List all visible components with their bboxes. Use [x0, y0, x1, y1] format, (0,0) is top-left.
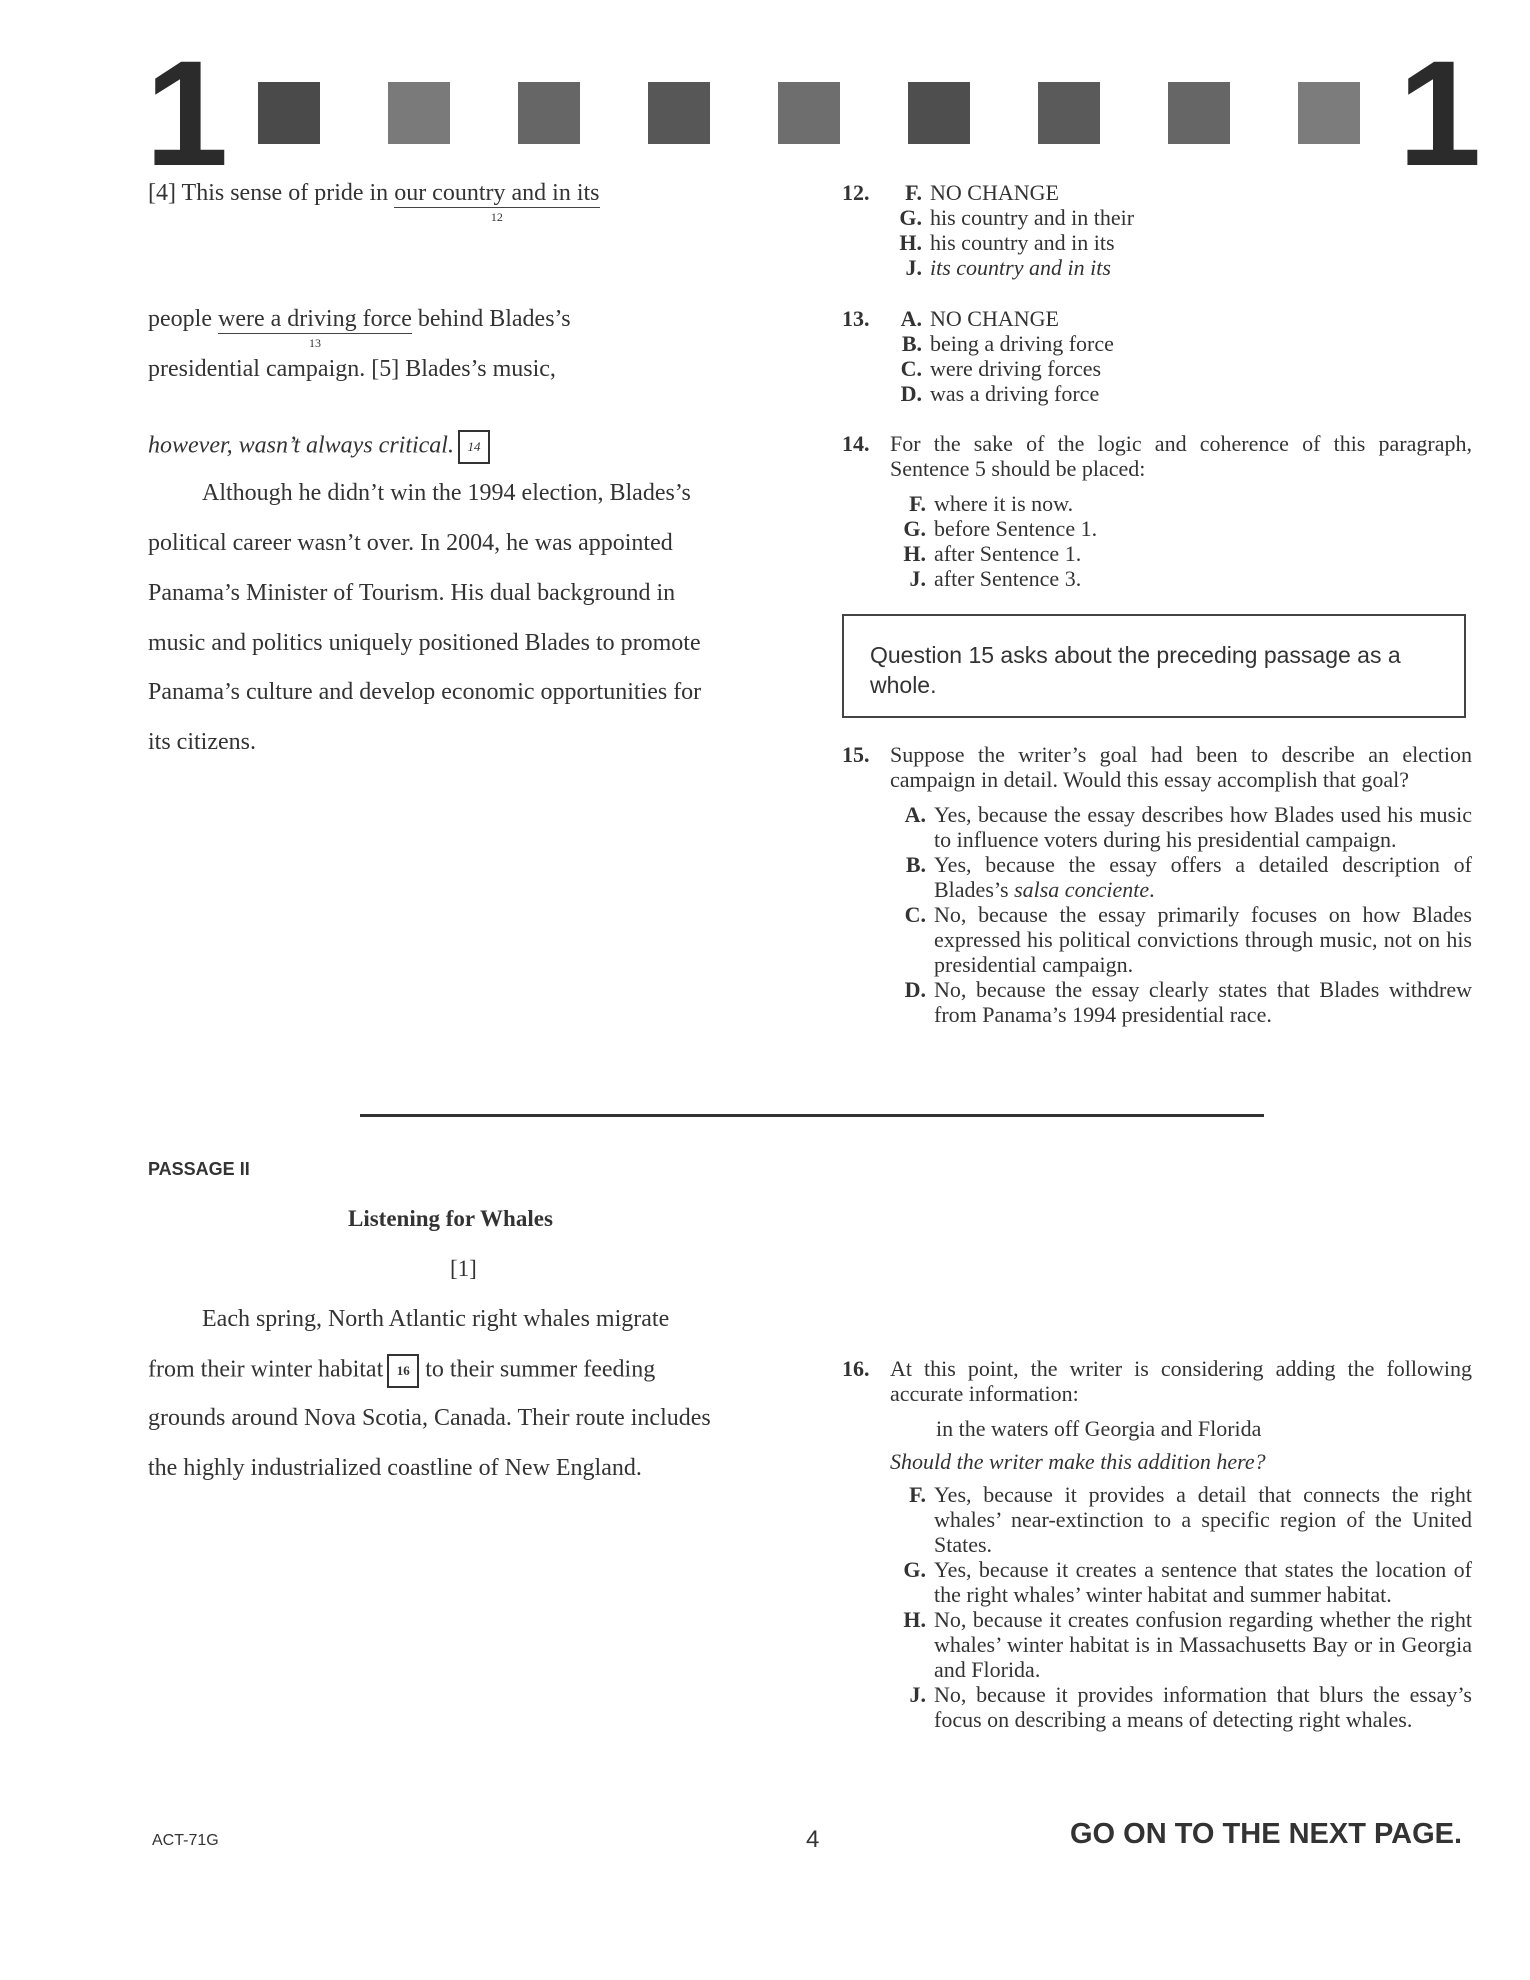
question-15	[842, 742, 1472, 1027]
option-letter: C.	[900, 356, 922, 381]
test-code: ACT-71G	[152, 1832, 219, 1849]
passage-text: to their summer feeding	[419, 1356, 656, 1383]
answer-option[interactable]	[890, 516, 1472, 541]
passage-line: Panama’s Minister of Tourism. His dual background in	[148, 580, 676, 606]
paragraph-number: [1]	[450, 1256, 477, 1281]
option-text: its country and in its	[930, 255, 1111, 280]
passage-text: [4] This sense of pride in	[148, 180, 395, 206]
option-text: being a driving force	[930, 331, 1114, 356]
passage-line: grounds around Nova Scotia, Canada. Their route includes	[148, 1405, 711, 1431]
answer-option[interactable]	[886, 331, 1462, 356]
next-page-instruction: GO ON TO THE NEXT PAGE.	[1070, 1818, 1463, 1850]
passage-text: from their winter habitat	[148, 1356, 384, 1383]
header-square	[648, 82, 710, 144]
option-text: where it is now.	[934, 491, 1074, 516]
option-text: Yes, because the essay offers a detailed description of Blades’s	[934, 852, 1472, 902]
answer-option[interactable]	[890, 1607, 1472, 1682]
option-text: after Sentence 1.	[934, 541, 1082, 566]
option-text: were driving forces	[930, 356, 1102, 381]
option-text: was a driving force	[930, 381, 1100, 406]
option-letter: H.	[899, 230, 922, 255]
passage-text: however, wasn’t always critical.	[148, 432, 454, 459]
passage-line: presidential campaign. [5] Blades’s music,	[148, 356, 556, 382]
answer-option[interactable]	[890, 802, 1472, 852]
option-letter: C.	[904, 902, 926, 927]
question-number: 14.	[842, 431, 870, 456]
proposed-insertion: in the waters off Georgia and Florida	[936, 1416, 1262, 1441]
answer-option[interactable]	[886, 306, 1462, 331]
answer-option[interactable]	[890, 902, 1472, 977]
option-text: his country and in their	[930, 205, 1135, 230]
option-text: No, because it creates confusion regarding whether the right whales’ winter habitat is in Massachusetts Bay or in Georgia and Florida.	[934, 1607, 1472, 1682]
question-ref-number: 12	[490, 210, 503, 224]
option-text: No, because it provides information that blurs the essay’s focus on describing a means of detecting right whales.	[934, 1682, 1472, 1732]
option-text: Yes, because it provides a detail that connects the right whales’ near-extinction to a specific region of the United States.	[934, 1482, 1472, 1557]
question-ask: Should the writer make this addition here?	[890, 1449, 1266, 1474]
option-letter: J.	[909, 566, 926, 591]
option-letter: D.	[904, 977, 926, 1002]
option-letter: G.	[903, 1557, 926, 1582]
notice-box: Question 15 asks about the preceding passage as a whole.	[842, 614, 1466, 718]
question-number: 15.	[842, 742, 870, 767]
passage-text: behind Blades’s	[411, 306, 571, 332]
question-box-16: 16	[387, 1354, 419, 1388]
option-text: NO CHANGE	[930, 180, 1059, 205]
answer-option[interactable]	[886, 356, 1462, 381]
option-letter: F.	[905, 180, 922, 205]
answer-option[interactable]	[890, 1482, 1472, 1557]
header-square	[778, 82, 840, 144]
answer-option[interactable]	[886, 381, 1462, 406]
passage-title: Listening for Whales	[348, 1206, 553, 1231]
option-text-emphasis: salsa conciente	[1014, 877, 1150, 902]
option-letter: A.	[904, 802, 926, 827]
passage-line: music and politics uniquely positioned Blades to promote	[148, 630, 701, 656]
header-square	[1168, 82, 1230, 144]
header-square	[1038, 82, 1100, 144]
underlined-text: were a driving force	[217, 306, 412, 332]
option-letter: G.	[903, 516, 926, 541]
option-text: after Sentence 3.	[934, 566, 1082, 591]
option-text: NO CHANGE	[930, 306, 1059, 331]
answer-option[interactable]	[886, 180, 1462, 205]
option-letter: A.	[900, 306, 922, 331]
question-12	[842, 180, 1462, 280]
option-letter: H.	[903, 1607, 926, 1632]
passage-divider	[360, 1114, 1264, 1117]
answer-option[interactable]	[890, 1682, 1472, 1732]
option-letter: H.	[903, 541, 926, 566]
option-letter: G.	[899, 205, 922, 230]
option-letter: D.	[900, 381, 922, 406]
answer-option[interactable]	[886, 255, 1462, 280]
option-text: No, because the essay clearly states that Blades withdrew from Panama’s 1994 presidential race.	[934, 977, 1472, 1027]
passage-line: political career wasn’t over. In 2004, he was appointed	[148, 530, 673, 556]
option-text: his country and in its	[930, 230, 1115, 255]
passage-text: people	[148, 306, 218, 332]
question-stem: For the sake of the logic and coherence of this paragraph, Sentence 5 should be placed:	[890, 431, 1472, 481]
header-square	[908, 82, 970, 144]
option-letter: F.	[909, 1482, 926, 1507]
header-square	[258, 82, 320, 144]
passage-line: Although he didn’t win the 1994 election, Blades’s	[202, 480, 691, 506]
passage-line	[148, 306, 571, 350]
passage-line: the highly industrialized coastline of New England.	[148, 1455, 642, 1481]
passage-line: Each spring, North Atlantic right whales migrate	[202, 1306, 670, 1332]
passage-line: its citizens.	[148, 729, 256, 755]
option-letter: F.	[909, 491, 926, 516]
option-letter: J.	[909, 1682, 926, 1707]
answer-option[interactable]	[890, 566, 1472, 591]
passage-label: PASSAGE II	[148, 1159, 250, 1179]
option-text: before Sentence 1.	[934, 516, 1098, 541]
question-box-14: 14	[458, 430, 490, 464]
underlined-text: our country and in its	[394, 180, 600, 206]
answer-option[interactable]	[890, 1557, 1472, 1607]
page-number: 4	[806, 1826, 820, 1853]
option-letter: B.	[901, 331, 922, 356]
underlined-portion-13	[217, 306, 412, 350]
question-14	[842, 431, 1472, 591]
question-number: 13.	[842, 306, 870, 331]
option-text: Yes, because it creates a sentence that states the location of the right whales’ winter habitat and summer habitat.	[934, 1557, 1472, 1607]
header-square	[388, 82, 450, 144]
answer-option[interactable]	[890, 977, 1472, 1027]
section-number-left: 1	[145, 29, 229, 197]
answer-option[interactable]	[886, 205, 1462, 230]
option-text: No, because the essay primarily focuses on how Blades expressed his political convictions through music, not on his presidential campaign.	[934, 902, 1472, 977]
question-13	[842, 306, 1462, 406]
option-letter: J.	[905, 255, 922, 280]
question-stem: Suppose the writer’s goal had been to describe an election campaign in detail. Would this essay accomplish that goal?	[890, 742, 1472, 792]
question-number: 16.	[842, 1356, 870, 1381]
question-stem: At this point, the writer is considering adding the following accurate information:	[890, 1356, 1472, 1406]
question-16	[842, 1356, 1472, 1732]
header-square	[1298, 82, 1360, 144]
question-ref-number: 13	[308, 336, 321, 350]
option-letter: B.	[905, 852, 926, 877]
passage-line	[148, 1354, 655, 1388]
answer-option[interactable]	[890, 541, 1472, 566]
option-text: .	[1149, 877, 1155, 902]
answer-option[interactable]	[886, 230, 1462, 255]
passage-line	[148, 180, 600, 224]
option-text: Yes, because the essay describes how Blades used his music to influence voters during his presidential campaign.	[934, 802, 1472, 852]
answer-option[interactable]	[890, 852, 1472, 902]
header-square	[518, 82, 580, 144]
passage-line: Panama’s culture and develop economic opportunities for	[148, 679, 702, 705]
underlined-portion-12	[394, 180, 600, 224]
question-number: 12.	[842, 180, 870, 205]
answer-option[interactable]	[890, 491, 1472, 516]
section-number-right: 1	[1398, 29, 1482, 197]
passage-line	[148, 430, 490, 464]
